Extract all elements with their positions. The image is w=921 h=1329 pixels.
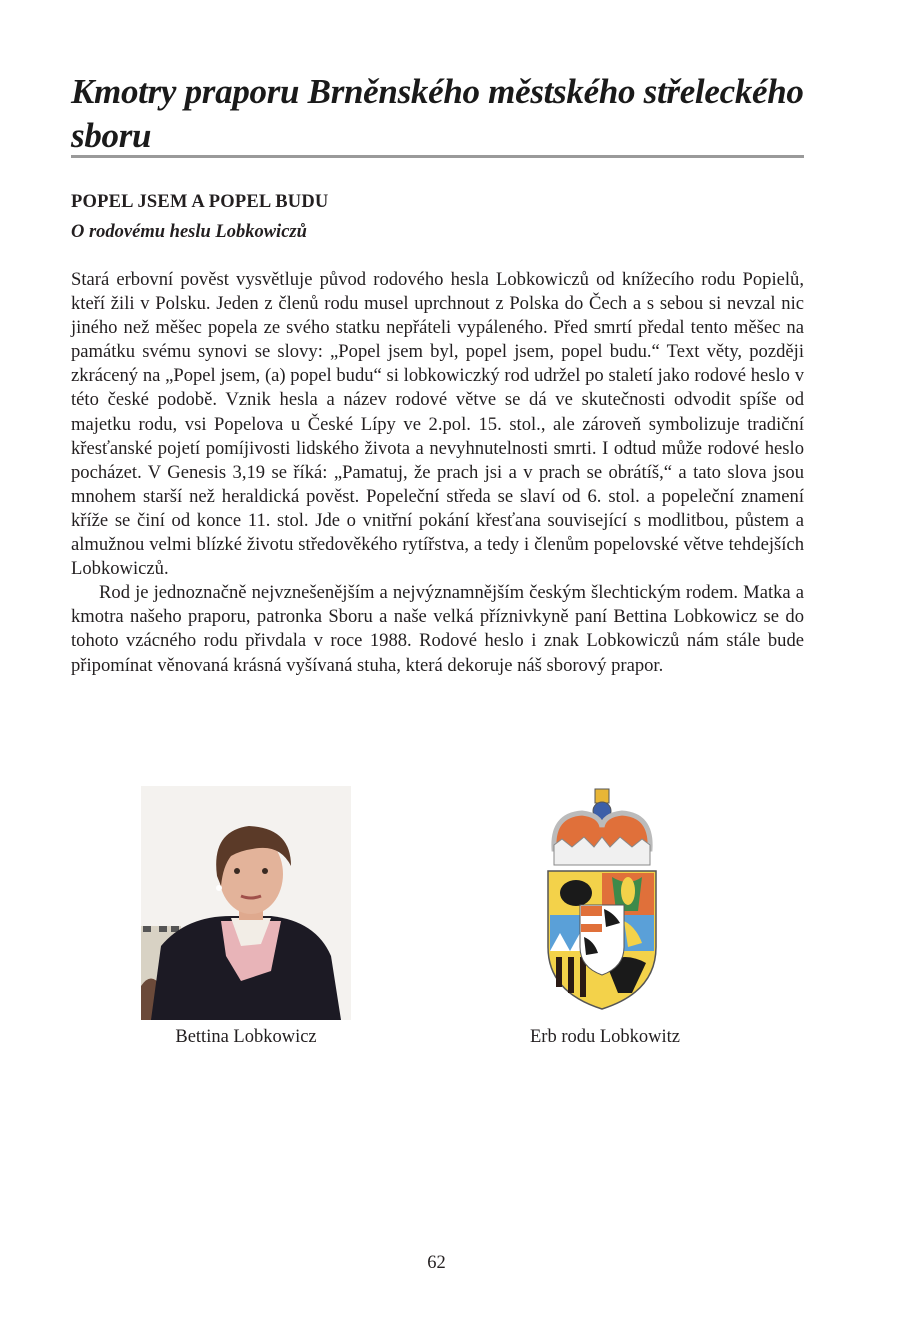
portrait-photo — [141, 786, 351, 1020]
title-divider — [71, 155, 804, 158]
portrait-image-icon — [141, 786, 351, 1020]
paragraph: Rod je jednoznačně nejvznešenějším a nejvýznamnějším českým šlechtickým rodem. Matka a kmotra našeho praporu, patronka Sboru a naše velká příznivkyně paní Bettina Lobkowicz se do tohoto vzácného rodu přivdala v roce 1988. Rodové heslo i znak Lobkowiczů nám stále bude připomínat věnovaná krásná vyšívaná stuha, která dekoruje náš sborový prapor. — [71, 582, 804, 676]
page-number: 62 — [427, 1253, 446, 1273]
coat-of-arms — [532, 787, 672, 1017]
page-title: Kmotry praporu Brněnského městského střeleckého sboru — [71, 72, 804, 155]
figure-caption: Erb rodu Lobkowitz — [529, 1027, 681, 1047]
figure-caption: Bettina Lobkowicz — [175, 1027, 317, 1047]
article-body — [71, 268, 804, 678]
coat-of-arms-icon — [532, 787, 672, 1017]
paragraph: Stará erbovní pověst vysvětluje původ rodového hesla Lobkowiczů od knížecího rodu Popielů, kteří žili v Polsku. Jeden z členů rodu musel uprchnout z Polska do Čech a s sebou si nevzal nic jiného než měšec popela ze svého statku nepřáteli vypáleného. Před smrtí předal tento měšec na památku svému synovi se slovy: „Popel jsem byl, popel jsem, popel budu.“ Text věty, později zkrácený na „Popel jsem, (a) popel budu“ si lobkowiczký rod udržel po staletí jako rodové heslo v této české podobě. Vznik hesla a název rodové větve se dá ve skutečnosti odvodit spíše od majetku rodu, vsi Popelova u České Lípy ve 2.pol. 15. stol., ale zároveň symbolizuje tradiční křesťanské pojetí pomíjivosti lidského života a nevyhnutelnosti smrti. I odtud může rodové heslo pocházet. V Genesis 3,19 se říká: „Pamatuj, že prach jsi a v prach se obrátíš,“ a tato slova jsou mnohem starší než heraldická pověst. Popeleční středa se slaví od 6. stol. a popeleční znamení kříže se činí od konce 11. stol. Jde o vnitřní pokání křesťana související s modlitbou, půstem a almužnou velmi blízké životu středověkého rytířstva, a tedy i členům popelovské větve tehdejších Lobkowiczů. — [71, 269, 804, 580]
section-subheading: O rodovému heslu Lobkowiczů — [71, 222, 307, 242]
section-heading: POPEL JSEM A POPEL BUDU — [71, 192, 329, 212]
